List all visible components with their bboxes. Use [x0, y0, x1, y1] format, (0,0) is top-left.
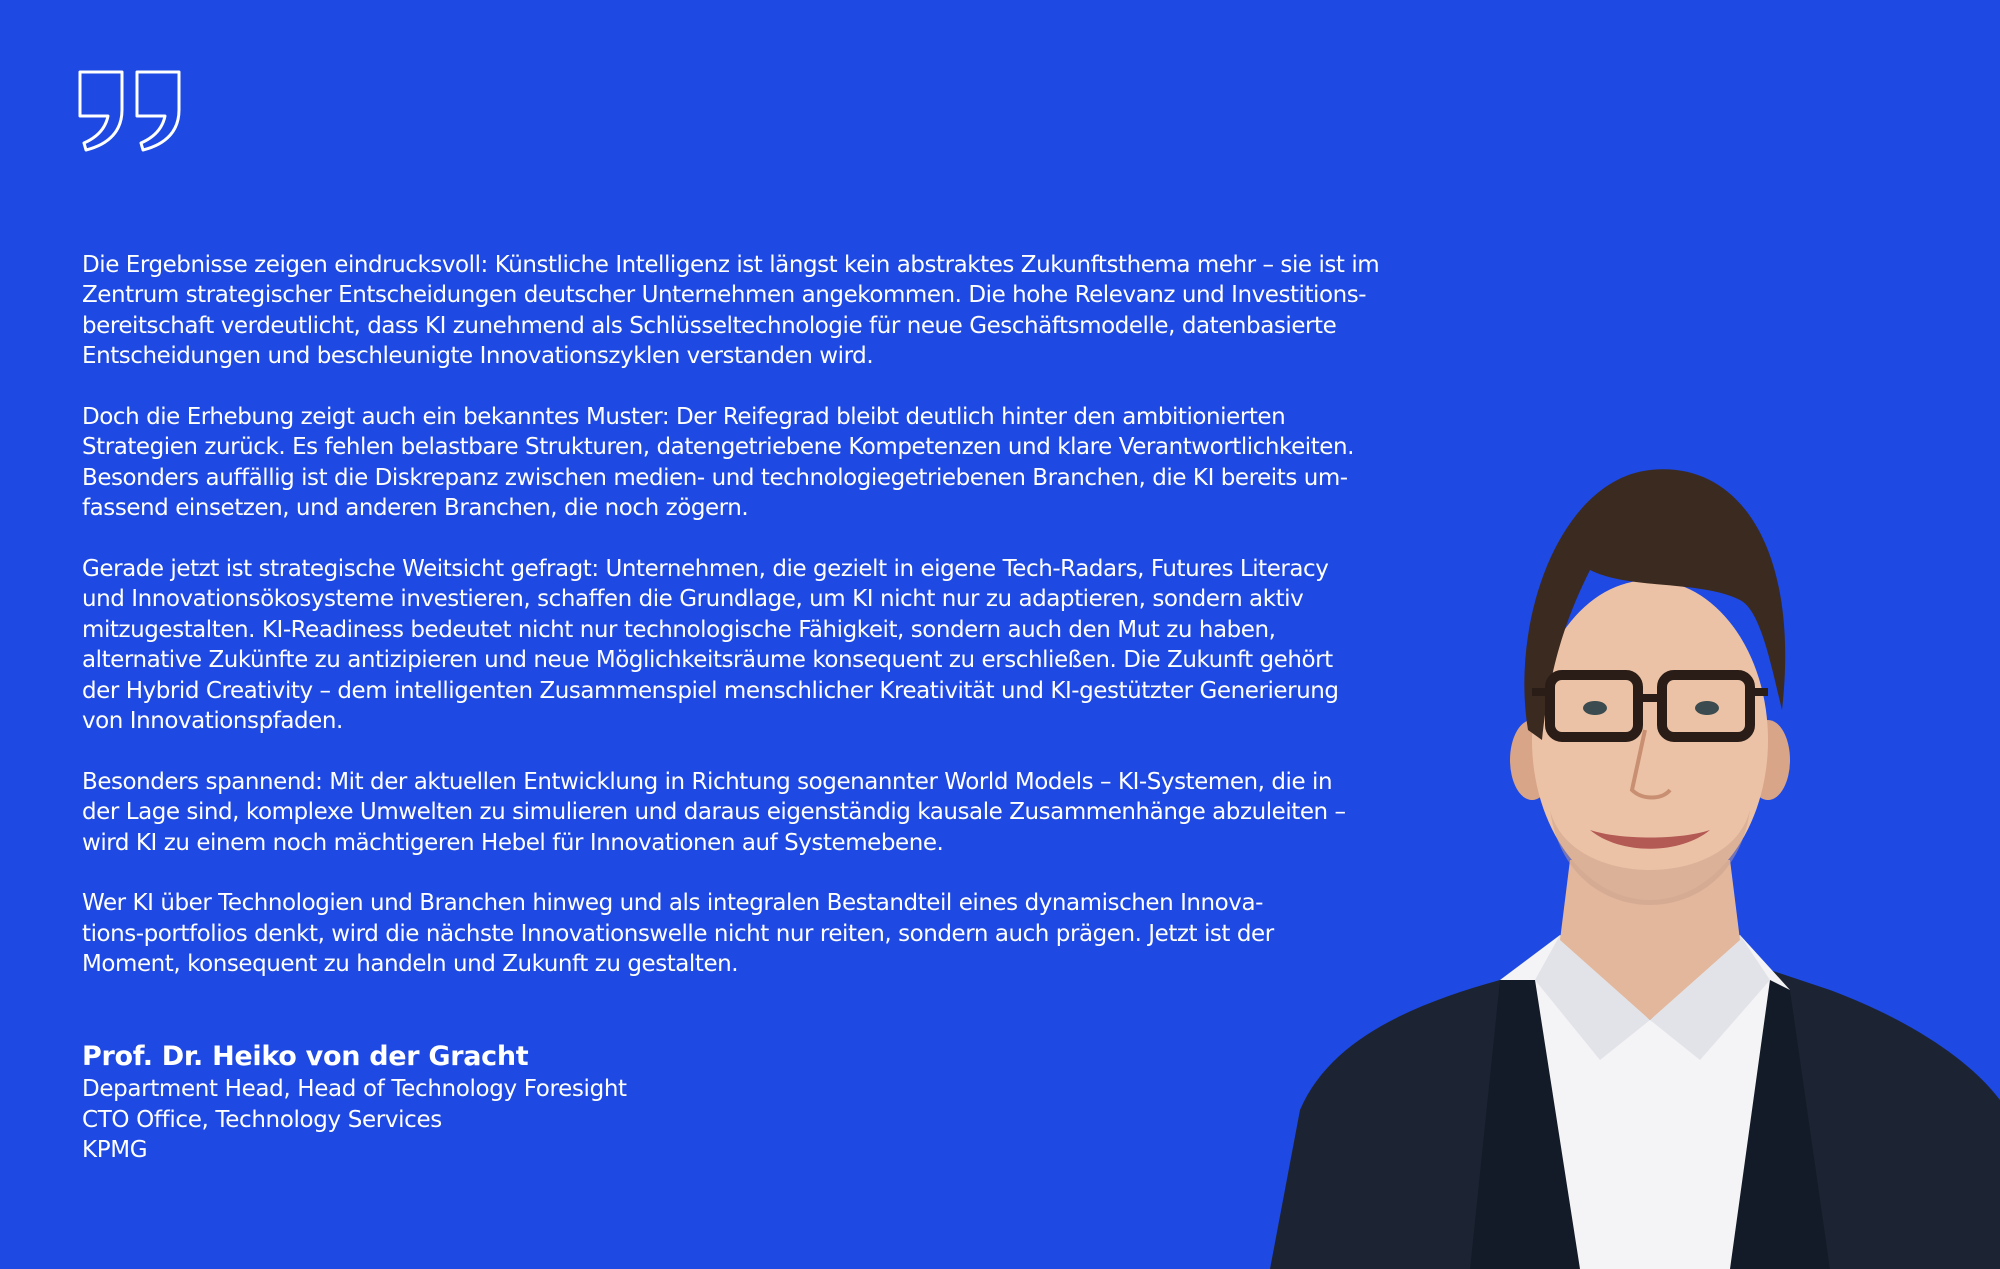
quote-line: Gerade jetzt ist strategische Weitsicht gefragt: Unternehmen, die gezielt in eigene Tech-Radars, Futures Literacy — [82, 556, 1329, 583]
quote-line: fassend einsetzen, und anderen Branchen, die noch zögern. — [82, 495, 749, 522]
author-portrait — [1270, 460, 2000, 1269]
quote-text — [82, 250, 1452, 1010]
author-name: Prof. Dr. Heiko von der Gracht — [82, 1041, 529, 1072]
quote-line: der Lage sind, komplexe Umwelten zu simulieren und daraus eigenständig kausale Zusammenhänge abzuleiten – — [82, 799, 1346, 826]
quote-line: und Innovationsökosysteme investieren, schaffen die Grundlage, um KI nicht nur zu adaptieren, sondern aktiv — [82, 586, 1304, 613]
quotation-mark-icon — [78, 70, 183, 152]
quote-line: bereitschaft verdeutlicht, dass KI zunehmend als Schlüsseltechnologie für neue Geschäftsmodelle, datenbasierte — [82, 312, 1337, 339]
quote-line: Doch die Erhebung zeigt auch ein bekanntes Muster: Der Reifegrad bleibt deutlich hinter den ambitionierten — [82, 404, 1286, 431]
quote-paragraph-4 — [82, 767, 1452, 858]
quote-paragraph-2 — [82, 402, 1452, 524]
quote-line: von Innovationspfaden. — [82, 708, 343, 735]
author-role: Department Head, Head of Technology Foresight — [82, 1076, 627, 1102]
quote-line: Entscheidungen und beschleunigte Innovationszyklen verstanden wird. — [82, 343, 874, 370]
quote-line: Die Ergebnisse zeigen eindrucksvoll: Künstliche Intelligenz ist längst kein abstraktes Zukunftsthema mehr – sie ist im — [82, 252, 1380, 278]
author-office: CTO Office, Technology Services — [82, 1106, 442, 1133]
quote-line: Moment, konsequent zu handeln und Zukunft zu gestalten. — [82, 951, 739, 978]
quote-paragraph-3 — [82, 554, 1452, 736]
quote-line: mitzugestalten. KI-Readiness bedeutet nicht nur technologische Fähigkeit, sondern auch den Mut zu haben, — [82, 616, 1276, 643]
quote-paragraph-5 — [82, 888, 1452, 979]
author-company: KPMG — [82, 1137, 148, 1163]
quote-line: alternative Zukünfte zu antizipieren und neue Möglichkeitsräume konsequent zu erschließen. Die Zukunft gehört — [82, 647, 1333, 674]
quote-paragraph-1 — [82, 250, 1452, 372]
author-signature — [82, 1040, 627, 1166]
quote-line: Strategien zurück. Es fehlen belastbare Strukturen, datengetriebene Kompetenzen und klare Verantwortlichkeiten. — [82, 434, 1354, 461]
quote-line: Zentrum strategischer Entscheidungen deutscher Unternehmen angekommen. Die hohe Relevanz und Investitions- — [82, 282, 1367, 309]
quote-line: tions-portfolios denkt, wird die nächste Innovationswelle nicht nur reiten, sondern auch prägen. Jetzt ist der — [82, 920, 1274, 947]
quote-line: wird KI zu einem noch mächtigeren Hebel für Innovationen auf Systemebene. — [82, 829, 944, 856]
quote-line: Besonders auffällig ist die Diskrepanz zwischen medien- und technologiegetriebenen Branchen, die KI bereits um- — [82, 464, 1348, 491]
quote-line: der Hybrid Creativity – dem intelligenten Zusammenspiel menschlicher Kreativität und KI-gestützter Generierung — [82, 677, 1339, 704]
quote-line: Besonders spannend: Mit der aktuellen Entwicklung in Richtung sogenannter World Models – KI-Systemen, die in — [82, 768, 1333, 795]
quote-line: Wer KI über Technologien und Branchen hinweg und als integralen Bestandteil eines dynamischen Innova- — [82, 890, 1263, 917]
